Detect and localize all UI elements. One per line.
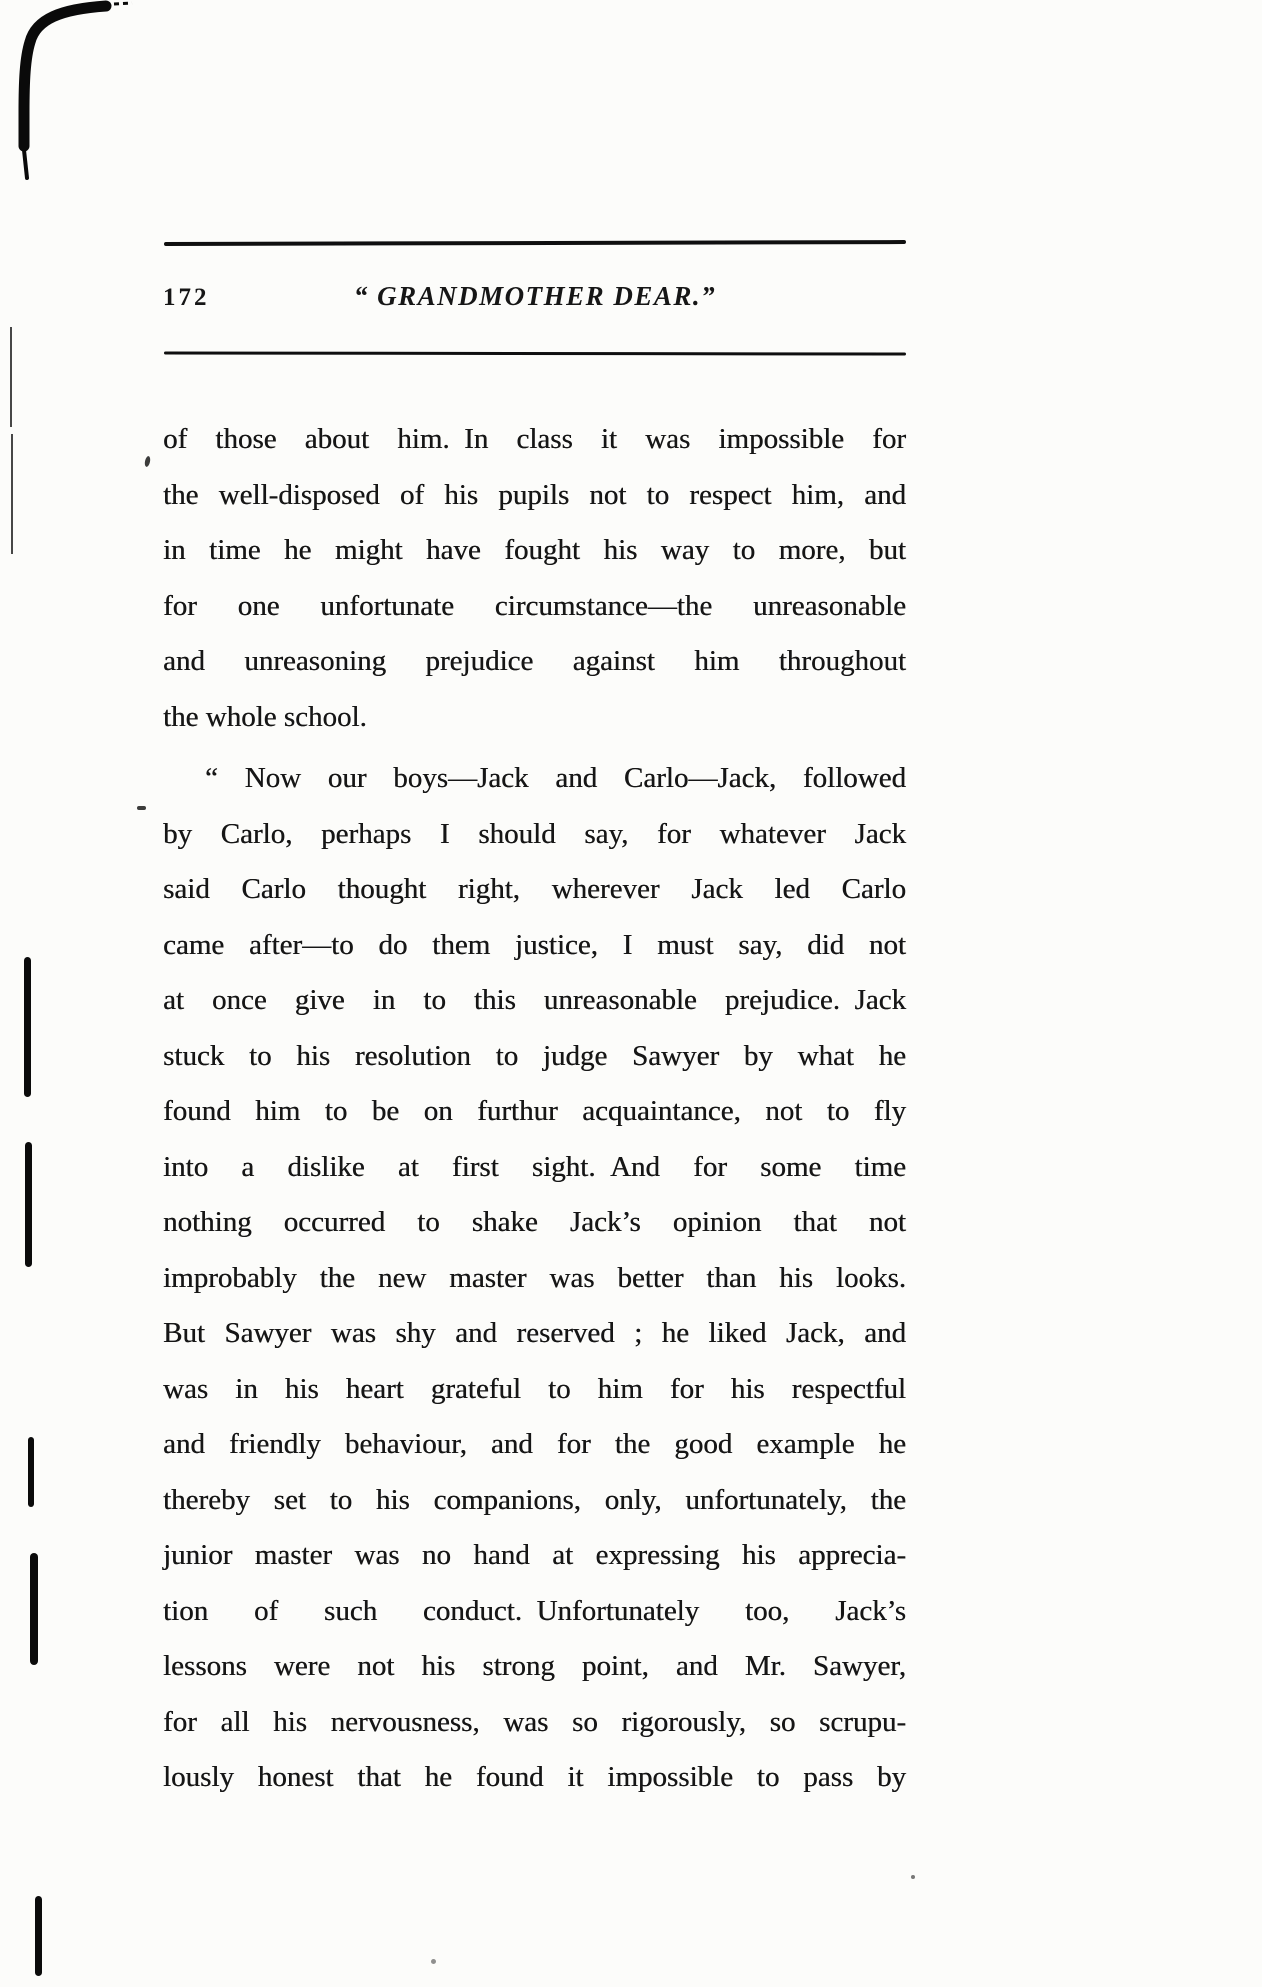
text-line: found him to be on furthur acquaintance, not to fly — [163, 1095, 906, 1127]
text-line: junior master was no hand at expressing his apprecia- — [163, 1539, 906, 1571]
running-title: “ GRANDMOTHER DEAR.” — [353, 281, 717, 311]
ink-speck — [911, 1875, 915, 1879]
text-line: came after—to do them justice, I must say, did not — [163, 928, 906, 961]
ink-speck — [137, 806, 146, 810]
scan-bar — [25, 1142, 32, 1267]
scan-streak — [10, 327, 12, 427]
text-line: nothing occurred to shake Jack’s opinion that not — [163, 1206, 906, 1238]
text-line: said Carlo thought right, wherever Jack led Carlo — [163, 873, 906, 905]
text-line: “ Now our boys—Jack and Carlo—Jack, followed — [205, 762, 906, 794]
page-corner-mark — [6, 0, 136, 195]
ink-speck — [144, 456, 151, 468]
scan-bar — [24, 957, 31, 1097]
text-line: for one unfortunate circumstance—the unreasonable — [163, 589, 906, 622]
text-line: tion of such conduct. Unfortunately too, Jack’s — [163, 1594, 906, 1627]
text-line: and unreasoning prejudice against him throughout — [163, 645, 906, 677]
scan-bar — [35, 1896, 42, 1976]
text-line: for all his nervousness, was so rigorously, so scrupu- — [163, 1705, 906, 1738]
text-line: of those about him. In class it was impossible for — [163, 423, 906, 455]
ink-speck — [431, 1959, 436, 1964]
text-line: thereby set to his companions, only, unfortunately, the — [163, 1483, 906, 1516]
scan-streak — [11, 434, 13, 554]
text-line: stuck to his resolution to judge Sawyer by what he — [163, 1039, 906, 1072]
page-number: 172 — [163, 284, 210, 311]
text-line: lessons were not his strong point, and Mr. Sawyer, — [163, 1650, 906, 1682]
text-line: and friendly behaviour, and for the good example he — [163, 1428, 906, 1460]
text-line: at once give in to this unreasonable prejudice. Jack — [163, 984, 906, 1016]
text-line: But Sawyer was shy and reserved ; he liked Jack, and — [163, 1317, 906, 1349]
header-rule-bottom — [164, 351, 906, 355]
text-line: in time he might have fought his way to more, but — [163, 534, 906, 566]
text-line: by Carlo, perhaps I should say, for whatever Jack — [163, 817, 906, 850]
text-line: the whole school. — [163, 700, 367, 733]
scan-bar — [28, 1437, 34, 1507]
body-text — [163, 412, 906, 1806]
text-line: lously honest that he found it impossible to pass by — [163, 1761, 906, 1793]
text-line: the well-disposed of his pupils not to respect him, and — [163, 478, 906, 511]
text-line: into a dislike at first sight. And for some time — [163, 1150, 906, 1183]
header-rule-top — [164, 240, 906, 246]
text-line: improbably the new master was better than his looks. — [163, 1261, 906, 1294]
text-line: was in his heart grateful to him for his respectful — [163, 1372, 906, 1405]
scan-bar — [30, 1553, 38, 1665]
